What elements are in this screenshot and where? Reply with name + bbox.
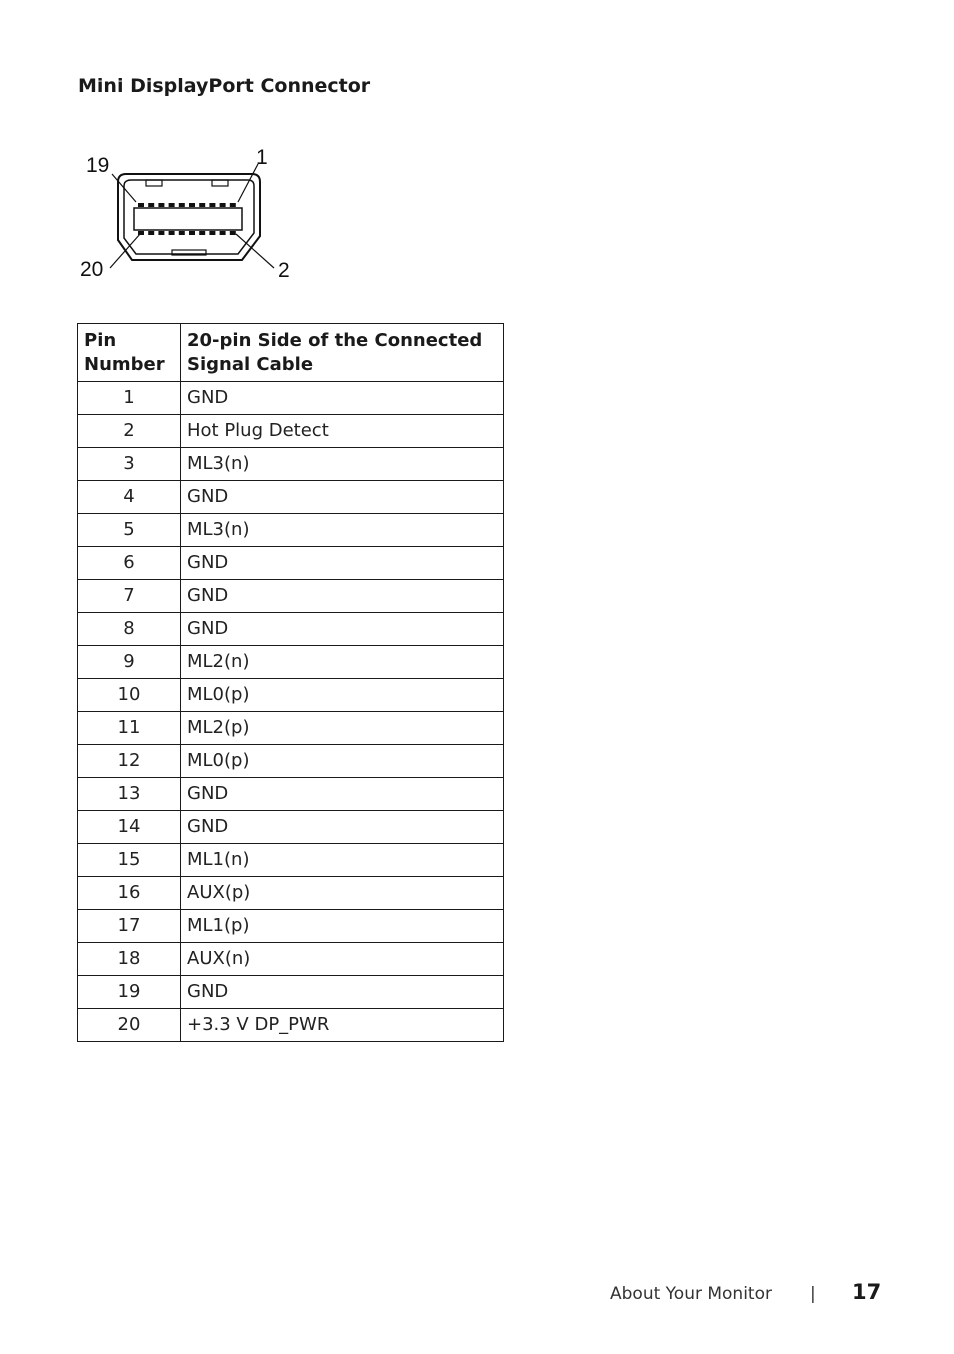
pin-number-cell: 13: [78, 778, 181, 811]
table-row: [78, 712, 504, 745]
pin-number-cell: 14: [78, 811, 181, 844]
pin-number-cell: 8: [78, 613, 181, 646]
table-row: [78, 481, 504, 514]
table-row: [78, 811, 504, 844]
pin-number-cell: 16: [78, 877, 181, 910]
table-row: [78, 547, 504, 580]
table-row: [78, 976, 504, 1009]
pin-label-2: 2: [278, 259, 290, 282]
signal-cell: ML1(p): [181, 910, 504, 943]
table-row: [78, 910, 504, 943]
signal-cell: ML3(n): [181, 448, 504, 481]
table-row: [78, 745, 504, 778]
table-row: [78, 415, 504, 448]
table-row: [78, 382, 504, 415]
page-number: 17: [852, 1280, 882, 1304]
pin-number-cell: 1: [78, 382, 181, 415]
table-row: [78, 877, 504, 910]
pin-number-cell: 10: [78, 679, 181, 712]
pin-number-cell: 12: [78, 745, 181, 778]
pin-number-cell: 17: [78, 910, 181, 943]
signal-cell: ML3(n): [181, 514, 504, 547]
header-pin-number: Pin Number: [78, 324, 181, 382]
signal-cell: GND: [181, 613, 504, 646]
table-row: [78, 1009, 504, 1042]
section-title: Mini DisplayPort Connector: [78, 75, 371, 97]
signal-cell: GND: [181, 580, 504, 613]
signal-cell: ML2(p): [181, 712, 504, 745]
table-row: [78, 679, 504, 712]
signal-cell: ML1(n): [181, 844, 504, 877]
table-row: [78, 613, 504, 646]
pin-number-cell: 11: [78, 712, 181, 745]
signal-cell: GND: [181, 481, 504, 514]
pin-number-cell: 15: [78, 844, 181, 877]
table-row: [78, 943, 504, 976]
pin-number-cell: 18: [78, 943, 181, 976]
pin-label-20: 20: [80, 258, 104, 281]
header-signal: 20-pin Side of the Connected Signal Cable: [181, 324, 504, 382]
footer-section-name: About Your Monitor: [610, 1284, 772, 1304]
pin-number-cell: 2: [78, 415, 181, 448]
signal-cell: ML2(n): [181, 646, 504, 679]
pin-number-cell: 3: [78, 448, 181, 481]
table-body: [78, 382, 504, 1042]
pin-number-cell: 5: [78, 514, 181, 547]
mini-displayport-connector-icon: [76, 140, 306, 290]
table-header-row: [78, 324, 504, 382]
signal-cell: GND: [181, 811, 504, 844]
pin-number-cell: 19: [78, 976, 181, 1009]
signal-cell: Hot Plug Detect: [181, 415, 504, 448]
footer-separator: |: [810, 1284, 816, 1304]
signal-cell: GND: [181, 382, 504, 415]
pin-number-cell: 20: [78, 1009, 181, 1042]
connector-diagram: [76, 140, 306, 290]
pin-assignment-table: [77, 323, 504, 1042]
pin-label-19: 19: [86, 154, 110, 177]
signal-cell: AUX(n): [181, 943, 504, 976]
pin-number-cell: 4: [78, 481, 181, 514]
table-row: [78, 778, 504, 811]
signal-cell: GND: [181, 976, 504, 1009]
table-row: [78, 448, 504, 481]
pin-number-cell: 9: [78, 646, 181, 679]
signal-cell: GND: [181, 547, 504, 580]
table-row: [78, 580, 504, 613]
signal-cell: +3.3 V DP_PWR: [181, 1009, 504, 1042]
table-row: [78, 514, 504, 547]
pin-number-cell: 6: [78, 547, 181, 580]
signal-cell: AUX(p): [181, 877, 504, 910]
table-row: [78, 844, 504, 877]
signal-cell: GND: [181, 778, 504, 811]
pin-number-cell: 7: [78, 580, 181, 613]
pin-label-1: 1: [256, 146, 268, 169]
table-row: [78, 646, 504, 679]
signal-cell: ML0(p): [181, 745, 504, 778]
signal-cell: ML0(p): [181, 679, 504, 712]
